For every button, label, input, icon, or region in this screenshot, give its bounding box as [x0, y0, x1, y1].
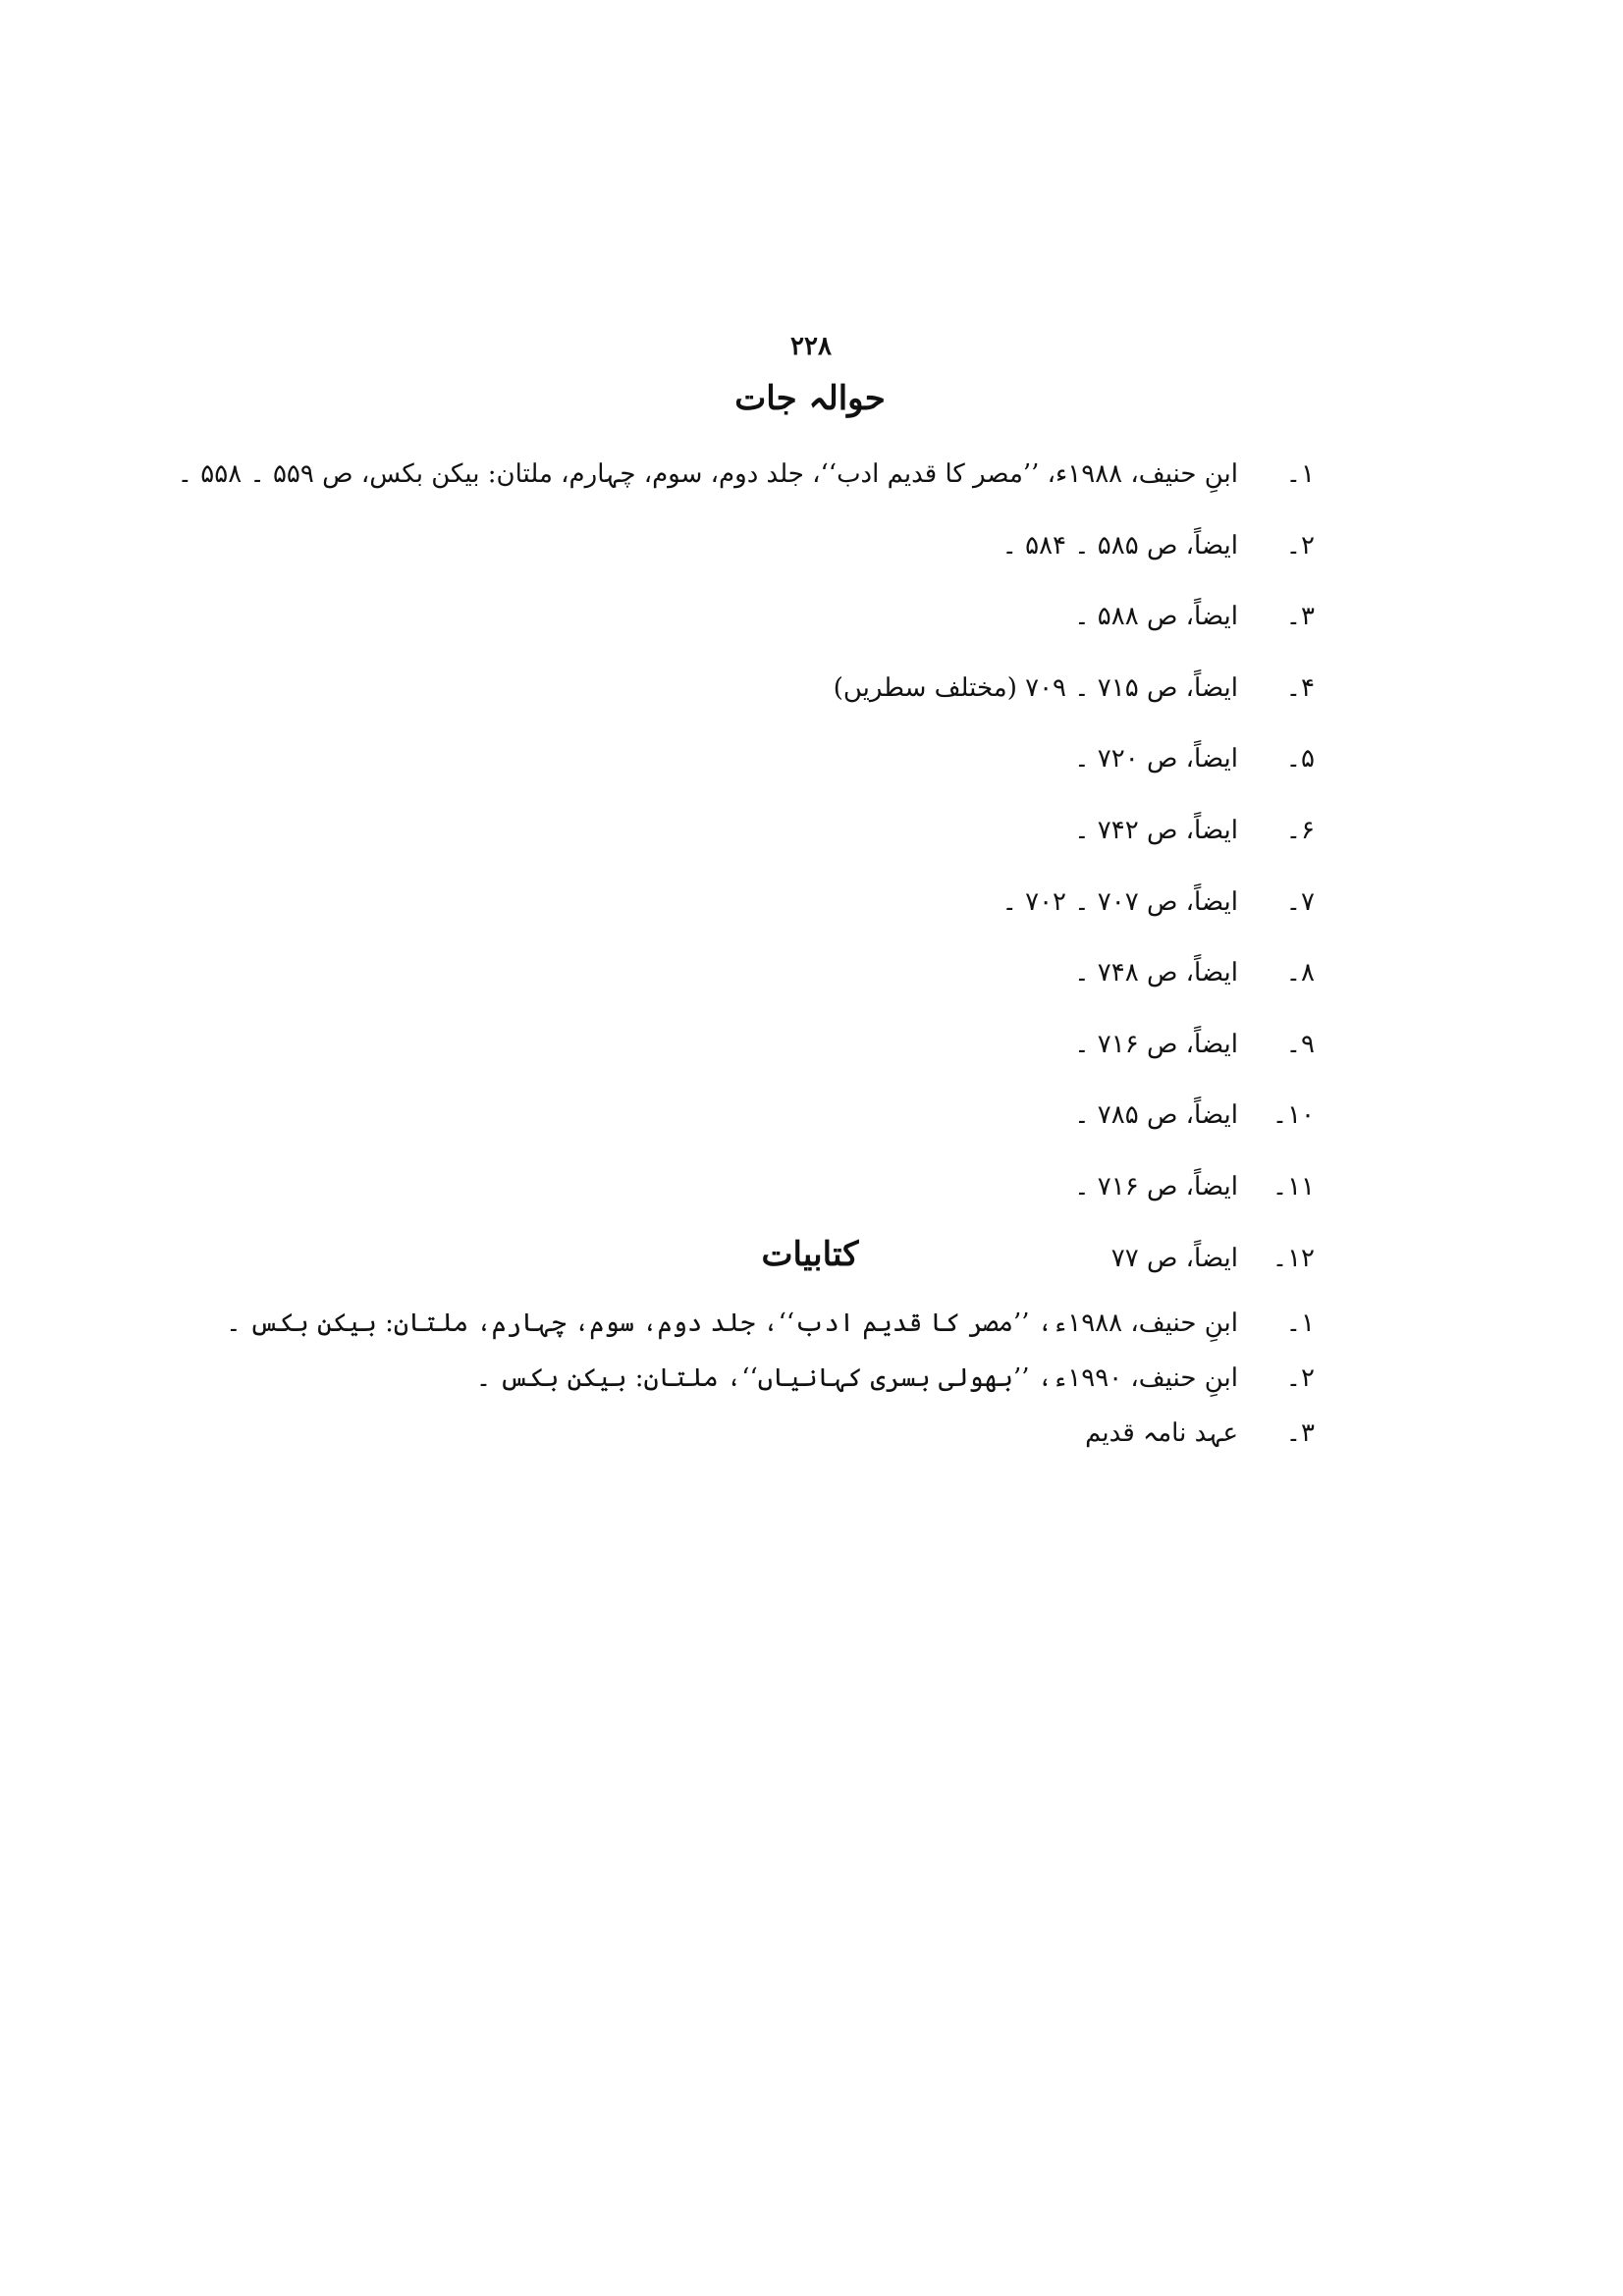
reference-item — [235, 526, 1315, 598]
references-list — [177, 454, 1315, 1309]
reference-number: ۹۔ — [1285, 1029, 1315, 1059]
reference-number: ۶۔ — [1285, 815, 1315, 845]
reference-text: ایضاً، ص ۷۱۶ ۔ — [1074, 1029, 1238, 1059]
reference-text: ابنِ حنیف، ۱۹۸۸ء، ’’مصر کا قدیم ادب‘‘، جلد دوم، سوم، چہارم، ملتان: بیکن بکس، ص ۵۵۹ ۔ ۵۵۸ ۔ — [177, 459, 1238, 489]
reference-text: ایضاً، ص ۷۴۲ ۔ — [1074, 815, 1238, 845]
bibliography-number: ۱۔ — [1285, 1308, 1315, 1338]
page-number: ۲۲۸ — [790, 332, 832, 361]
bibliography-list — [226, 1304, 1315, 1468]
bibliography-text: عہد نامہ قدیم — [1085, 1418, 1238, 1448]
reference-item — [235, 1095, 1315, 1167]
reference-number: ۵۔ — [1285, 744, 1315, 774]
reference-number: ۲۔ — [1285, 530, 1315, 561]
reference-item — [235, 1167, 1315, 1239]
bibliography-item — [235, 1414, 1315, 1468]
reference-item — [235, 1025, 1315, 1096]
bibliography-heading: کتابیات — [761, 1235, 859, 1274]
reference-item — [235, 811, 1315, 882]
reference-text: ایضاً، ص ۷۷ — [1110, 1243, 1238, 1273]
bibliography-number: ۲۔ — [1285, 1363, 1315, 1393]
references-heading: حوالہ جات — [734, 379, 886, 418]
reference-number: ۱۲۔ — [1271, 1243, 1315, 1273]
reference-text: ایضاً، ص ۷۰۷ ۔ ۷۰۲ ۔ — [1001, 886, 1238, 917]
reference-text: ایضاً، ص ۵۸۵ ۔ ۵۸۴ ۔ — [1001, 530, 1238, 561]
reference-number: ۱۔ — [1285, 459, 1315, 489]
bibliography-number: ۳۔ — [1285, 1418, 1315, 1448]
bibliography-item — [235, 1359, 1315, 1414]
reference-item — [177, 454, 1315, 526]
reference-number: ۸۔ — [1285, 958, 1315, 988]
reference-text: ایضاً، ص ۷۴۸ ۔ — [1074, 958, 1238, 988]
reference-text: ایضاً، ص ۷۸۵ ۔ — [1074, 1100, 1238, 1131]
reference-item — [235, 597, 1315, 668]
bibliography-text: ابنِ حنیف، ۱۹۹۰ء، ’’بھولی بسری کہانیاں‘‘، ملتان: بیکن بکس ۔ — [475, 1363, 1238, 1393]
reference-item — [235, 739, 1315, 811]
reference-number: ۳۔ — [1285, 602, 1315, 632]
reference-text: ایضاً، ص ۷۱۵ ۔ ۷۰۹ (مختلف سطریں) — [833, 672, 1238, 703]
reference-number: ۱۱۔ — [1271, 1171, 1315, 1201]
reference-text: ایضاً، ص ۷۲۰ ۔ — [1074, 744, 1238, 774]
reference-text: ایضاً، ص ۵۸۸ ۔ — [1074, 602, 1238, 632]
reference-number: ۴۔ — [1285, 672, 1315, 703]
reference-item — [235, 953, 1315, 1025]
reference-item — [235, 882, 1315, 954]
reference-number: ۱۰۔ — [1271, 1100, 1315, 1131]
reference-item — [235, 668, 1315, 740]
bibliography-item — [226, 1304, 1315, 1359]
bibliography-text: ابنِ حنیف، ۱۹۸۸ء، ’’مصر کا قدیم ادب‘‘، جلد دوم، سوم، چہارم، ملتان: بیکن بکس ۔ — [226, 1308, 1238, 1338]
reference-number: ۷۔ — [1285, 886, 1315, 917]
reference-text: ایضاً، ص ۷۱۶ ۔ — [1074, 1171, 1238, 1201]
